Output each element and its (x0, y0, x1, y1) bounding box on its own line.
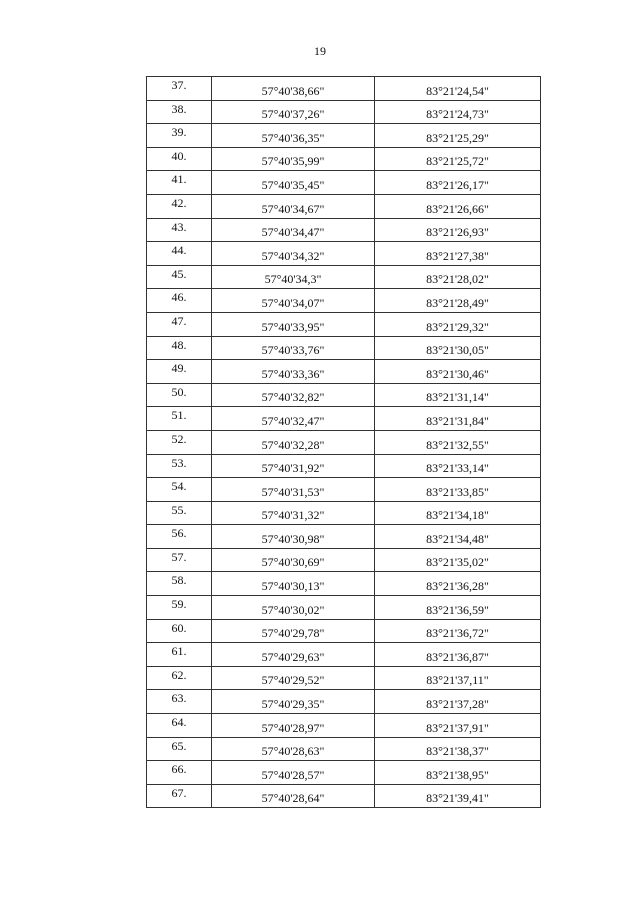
point-number-cell: 40. (147, 147, 212, 171)
point-number-cell: 38. (147, 100, 212, 124)
point-number-cell: 64. (147, 714, 212, 738)
table-row (147, 218, 541, 242)
latitude-cell: 57°40'31,53" (212, 478, 375, 502)
latitude-cell: 57°40'33,36" (212, 360, 375, 384)
point-number-cell: 57. (147, 548, 212, 572)
latitude-cell: 57°40'31,92" (212, 454, 375, 478)
table-row (147, 100, 541, 124)
point-number-cell: 62. (147, 666, 212, 690)
latitude-cell: 57°40'33,76" (212, 336, 375, 360)
latitude-cell: 57°40'30,98" (212, 525, 375, 549)
point-number-cell: 39. (147, 124, 212, 148)
longitude-cell: 83°21'26,66" (375, 194, 541, 218)
table-row (147, 478, 541, 502)
table-row (147, 761, 541, 785)
table-row (147, 312, 541, 336)
latitude-cell: 57°40'35,99" (212, 147, 375, 171)
latitude-cell: 57°40'28,64" (212, 784, 375, 808)
table-row (147, 548, 541, 572)
point-number-cell: 61. (147, 643, 212, 667)
point-number-cell: 67. (147, 784, 212, 808)
table-row (147, 124, 541, 148)
latitude-cell: 57°40'30,13" (212, 572, 375, 596)
table-row (147, 265, 541, 289)
table-row (147, 643, 541, 667)
longitude-cell: 83°21'24,73" (375, 100, 541, 124)
longitude-cell: 83°21'36,59" (375, 596, 541, 620)
point-number-cell: 52. (147, 430, 212, 454)
point-number-cell: 49. (147, 360, 212, 384)
table-row (147, 690, 541, 714)
longitude-cell: 83°21'35,02" (375, 548, 541, 572)
longitude-cell: 83°21'34,18" (375, 501, 541, 525)
table-row (147, 289, 541, 313)
longitude-cell: 83°21'33,14" (375, 454, 541, 478)
point-number-cell: 65. (147, 737, 212, 761)
table-row (147, 525, 541, 549)
table-row (147, 454, 541, 478)
longitude-cell: 83°21'28,02" (375, 265, 541, 289)
point-number-cell: 42. (147, 194, 212, 218)
longitude-cell: 83°21'27,38" (375, 242, 541, 266)
point-number-cell: 46. (147, 289, 212, 313)
point-number-cell: 47. (147, 312, 212, 336)
table-row (147, 77, 541, 101)
longitude-cell: 83°21'38,37" (375, 737, 541, 761)
point-number-cell: 60. (147, 619, 212, 643)
longitude-cell: 83°21'34,48" (375, 525, 541, 549)
longitude-cell: 83°21'32,55" (375, 430, 541, 454)
longitude-cell: 83°21'24,54" (375, 77, 541, 101)
point-number-cell: 45. (147, 265, 212, 289)
table-row (147, 336, 541, 360)
table-row (147, 430, 541, 454)
longitude-cell: 83°21'37,91" (375, 714, 541, 738)
point-number-cell: 66. (147, 761, 212, 785)
point-number-cell: 48. (147, 336, 212, 360)
latitude-cell: 57°40'32,82" (212, 383, 375, 407)
coordinates-table (146, 76, 541, 808)
latitude-cell: 57°40'38,66" (212, 77, 375, 101)
longitude-cell: 83°21'37,28" (375, 690, 541, 714)
latitude-cell: 57°40'35,45" (212, 171, 375, 195)
longitude-cell: 83°21'29,32" (375, 312, 541, 336)
latitude-cell: 57°40'34,07" (212, 289, 375, 313)
latitude-cell: 57°40'28,63" (212, 737, 375, 761)
longitude-cell: 83°21'25,29" (375, 124, 541, 148)
point-number-cell: 55. (147, 501, 212, 525)
table-row (147, 737, 541, 761)
latitude-cell: 57°40'32,47" (212, 407, 375, 431)
point-number-cell: 43. (147, 218, 212, 242)
longitude-cell: 83°21'25,72" (375, 147, 541, 171)
longitude-cell: 83°21'31,14" (375, 383, 541, 407)
latitude-cell: 57°40'34,32" (212, 242, 375, 266)
longitude-cell: 83°21'38,95" (375, 761, 541, 785)
longitude-cell: 83°21'26,17" (375, 171, 541, 195)
point-number-cell: 56. (147, 525, 212, 549)
latitude-cell: 57°40'29,52" (212, 666, 375, 690)
latitude-cell: 57°40'32,28" (212, 430, 375, 454)
latitude-cell: 57°40'30,69" (212, 548, 375, 572)
latitude-cell: 57°40'29,35" (212, 690, 375, 714)
point-number-cell: 54. (147, 478, 212, 502)
longitude-cell: 83°21'36,28" (375, 572, 541, 596)
longitude-cell: 83°21'37,11" (375, 666, 541, 690)
longitude-cell: 83°21'31,84" (375, 407, 541, 431)
table-row (147, 784, 541, 808)
point-number-cell: 37. (147, 77, 212, 101)
table-row (147, 194, 541, 218)
point-number-cell: 50. (147, 383, 212, 407)
latitude-cell: 57°40'29,78" (212, 619, 375, 643)
latitude-cell: 57°40'34,47" (212, 218, 375, 242)
longitude-cell: 83°21'36,72" (375, 619, 541, 643)
longitude-cell: 83°21'36,87" (375, 643, 541, 667)
point-number-cell: 51. (147, 407, 212, 431)
latitude-cell: 57°40'33,95" (212, 312, 375, 336)
latitude-cell: 57°40'31,32" (212, 501, 375, 525)
table-row (147, 666, 541, 690)
table-row (147, 596, 541, 620)
table-row (147, 501, 541, 525)
longitude-cell: 83°21'39,41" (375, 784, 541, 808)
table-row (147, 242, 541, 266)
table-row (147, 171, 541, 195)
latitude-cell: 57°40'28,97" (212, 714, 375, 738)
latitude-cell: 57°40'30,02" (212, 596, 375, 620)
table-row (147, 619, 541, 643)
latitude-cell: 57°40'28,57" (212, 761, 375, 785)
table-row (147, 147, 541, 171)
point-number-cell: 44. (147, 242, 212, 266)
point-number-cell: 53. (147, 454, 212, 478)
longitude-cell: 83°21'26,93" (375, 218, 541, 242)
latitude-cell: 57°40'37,26" (212, 100, 375, 124)
longitude-cell: 83°21'30,05" (375, 336, 541, 360)
latitude-cell: 57°40'29,63" (212, 643, 375, 667)
table-row (147, 360, 541, 384)
latitude-cell: 57°40'36,35" (212, 124, 375, 148)
page-number: 19 (314, 44, 326, 58)
latitude-cell: 57°40'34,67" (212, 194, 375, 218)
longitude-cell: 83°21'30,46" (375, 360, 541, 384)
table-row (147, 407, 541, 431)
latitude-cell: 57°40'34,3" (212, 265, 375, 289)
coordinates-table-body (147, 77, 541, 808)
point-number-cell: 63. (147, 690, 212, 714)
table-row (147, 714, 541, 738)
table-row (147, 383, 541, 407)
point-number-cell: 59. (147, 596, 212, 620)
point-number-cell: 41. (147, 171, 212, 195)
table-row (147, 572, 541, 596)
longitude-cell: 83°21'33,85" (375, 478, 541, 502)
point-number-cell: 58. (147, 572, 212, 596)
longitude-cell: 83°21'28,49" (375, 289, 541, 313)
